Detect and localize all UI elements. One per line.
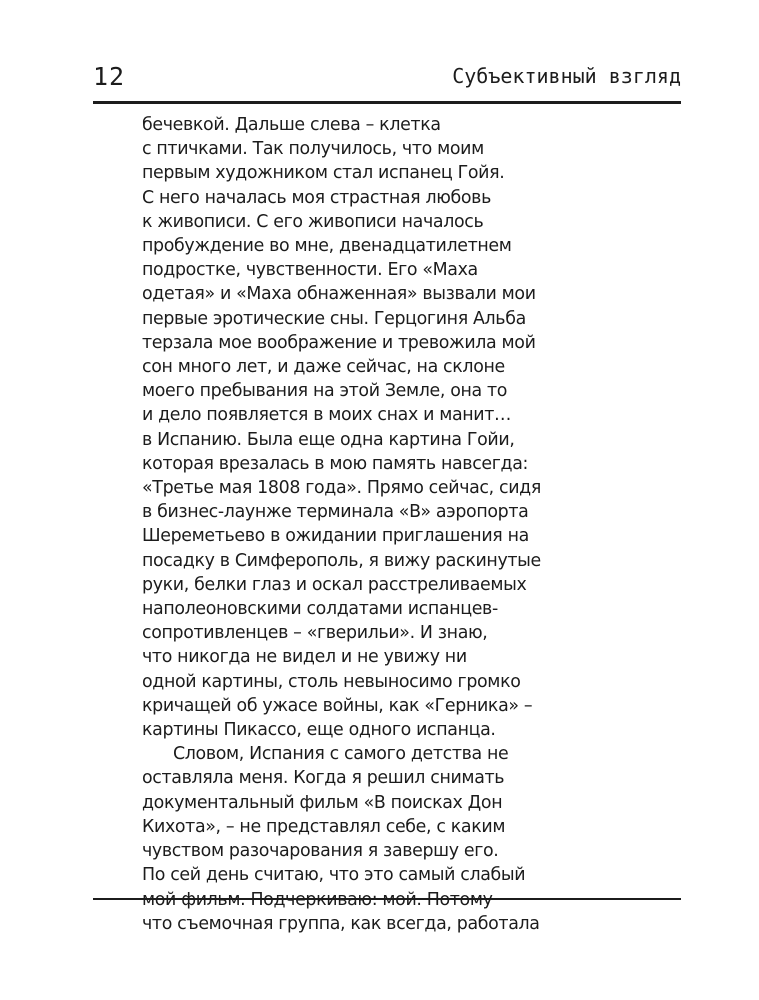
text-line: к живописи. С его живописи началось	[142, 211, 484, 232]
text-line: первым художником стал испанец Гойя.	[142, 163, 505, 184]
text-line: моего пребывания на этой Земле, она то	[142, 381, 508, 402]
text-line: сон много лет, и даже сейчас, на склоне	[142, 357, 505, 378]
text-line: руки, белки глаз и оскал расстреливаемых	[142, 574, 527, 595]
text-line: которая врезалась в мою память навсегда:	[142, 453, 529, 474]
text-line: оставляла меня. Когда я решил снимать	[142, 768, 505, 789]
text-line: По сей день считаю, что это самый слабый	[142, 865, 526, 886]
body-text	[142, 113, 542, 936]
text-line: подростке, чувственности. Его «Маха	[142, 260, 478, 281]
text-line: картины Пикассо, еще одного испанца.	[142, 720, 496, 741]
header-rule	[93, 101, 681, 104]
text-line: документальный фильм «В поисках Дон	[142, 792, 503, 813]
text-line: Кихота», – не представлял себе, с каким	[142, 816, 506, 837]
text-line: «Третье мая 1808 года». Прямо сейчас, сидя	[142, 478, 541, 499]
text-line: бечевкой. Дальше слева – клетка	[142, 115, 441, 135]
text-line: терзала мое воображение и тревожила мой	[142, 332, 536, 353]
paragraph-first-line: Словом, Испания с самого детства не	[173, 744, 509, 765]
text-line: чувством разочарования я завершу его.	[142, 841, 499, 862]
text-line: в бизнес-лаунже терминала «B» аэропорта	[142, 502, 529, 523]
text-line: одной картины, столь невыносимо громко	[142, 671, 521, 692]
text-line: кричащей об ужасе войны, как «Герника» –	[142, 695, 533, 716]
text-line: одетая» и «Маха обнаженная» вызвали мои	[142, 284, 536, 305]
text-line: что съемочная группа, как всегда, работала	[142, 913, 540, 934]
running-title: Субъективный взгляд	[452, 64, 681, 88]
page-number: 12	[93, 62, 126, 91]
text-line: С него началась моя страстная любовь	[142, 187, 491, 208]
text-line: и дело появляется в моих снах и манит…	[142, 405, 512, 426]
footer-rule	[93, 898, 681, 900]
text-line: посадку в Симферополь, я вижу раскинутые	[142, 550, 541, 571]
text-line: наполеоновскими солдатами испанцев-	[142, 599, 498, 620]
text-line: с птичками. Так получилось, что моим	[142, 139, 484, 160]
text-line: первые эротические сны. Герцогиня Альба	[142, 308, 526, 329]
text-line: в Испанию. Была еще одна картина Гойи,	[142, 429, 515, 450]
text-line: Шереметьево в ожидании приглашения на	[142, 526, 529, 547]
text-line: что никогда не видел и не увижу ни	[142, 647, 467, 668]
text-line: сопротивленцев – «гверильи». И знаю,	[142, 623, 488, 644]
text-line: мой фильм. Подчеркиваю: мой. Потому	[142, 889, 493, 910]
text-line: пробуждение во мне, двенадцатилетнем	[142, 236, 512, 257]
